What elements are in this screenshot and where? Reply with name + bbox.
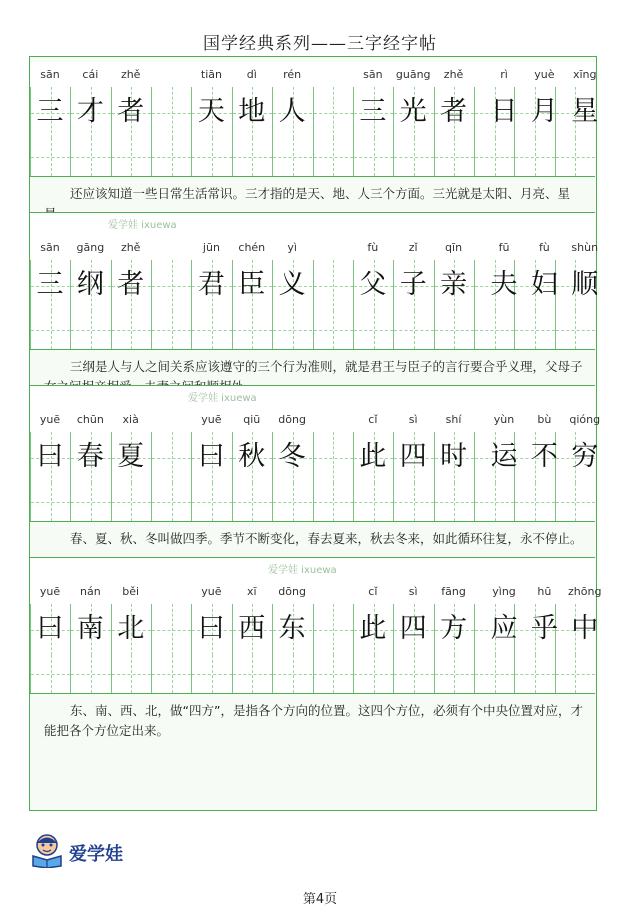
pinyin-label: rì: [500, 68, 508, 81]
hanzi-character: 光: [399, 96, 427, 127]
hanzi-character: 冬: [278, 441, 306, 472]
pinyin-label: cái: [82, 68, 99, 81]
watermark: 爱学娃 ixuewa: [188, 393, 257, 404]
practice-cell: [514, 655, 554, 693]
pinyin-label: dōng: [278, 413, 306, 426]
hanzi-character: 顺: [571, 269, 599, 300]
pinyin-label: zhōng: [568, 585, 602, 598]
practice-cell: [272, 138, 312, 176]
separator-band: [30, 212, 595, 236]
hanzi-character: 四: [399, 613, 427, 644]
hanzi-character: 父: [359, 269, 387, 300]
hanzi-character: 此: [359, 441, 387, 472]
hanzi-character: 应: [490, 613, 518, 644]
verse-block: [30, 62, 599, 237]
pinyin-row: [30, 235, 599, 261]
hanzi-character: 义: [278, 269, 306, 300]
pinyin-label: guāng: [395, 68, 431, 81]
watermark: 爱学娃 ixuewa: [108, 220, 177, 231]
hanzi-character: 三: [36, 269, 64, 300]
pinyin-label: bù: [537, 413, 552, 426]
tian-grid-cell: [313, 432, 353, 483]
pinyin-label: fù: [367, 241, 379, 254]
hanzi-character: 者: [440, 96, 468, 127]
pinyin-label: chén: [238, 241, 266, 254]
pinyin-label: yuē: [39, 413, 61, 426]
hanzi-character: 天: [197, 96, 225, 127]
practice-grid-row: [30, 138, 595, 177]
pinyin-label: qīn: [445, 241, 463, 254]
hanzi-character: 四: [399, 441, 427, 472]
hanzi-character: 夏: [117, 441, 145, 472]
pinyin-label: nán: [80, 585, 101, 598]
practice-cell: [70, 655, 110, 693]
practice-cell: [151, 483, 191, 521]
practice-cell: [353, 483, 393, 521]
pinyin-label: rén: [283, 68, 302, 81]
hanzi-character: 南: [76, 613, 104, 644]
practice-cell: [30, 483, 70, 521]
hanzi-character: 君: [197, 269, 225, 300]
character-row: [30, 432, 599, 484]
hanzi-character: 乎: [530, 613, 558, 644]
pinyin-label: tiān: [200, 68, 222, 81]
hanzi-character: 曰: [36, 441, 64, 472]
practice-cell: [232, 655, 272, 693]
verse-block: [30, 235, 599, 410]
practice-cell: [272, 483, 312, 521]
practice-cell: [70, 138, 110, 176]
hanzi-character: 运: [490, 441, 518, 472]
hanzi-character: 中: [571, 613, 599, 644]
practice-cell: [313, 311, 353, 349]
pinyin-label: chūn: [76, 413, 104, 426]
pinyin-label: hū: [537, 585, 552, 598]
practice-cell: [474, 138, 514, 176]
hanzi-character: 曰: [197, 441, 225, 472]
separator-band: [30, 557, 595, 581]
practice-cell: [111, 655, 151, 693]
hanzi-character: 才: [76, 96, 104, 127]
pinyin-label: yìng: [492, 585, 516, 598]
practice-cell: [434, 655, 474, 693]
practice-cell: [514, 483, 554, 521]
verse-explanation: 还应该知道一些日常生活常识。三才指的是天、地、人三个方面。三光就是太阳、月亮、星: [70, 186, 571, 201]
pinyin-label: xià: [122, 413, 139, 426]
practice-cell: [313, 483, 353, 521]
hanzi-character: 日: [490, 96, 518, 127]
pinyin-label: shùn: [571, 241, 599, 254]
hanzi-character: 西: [238, 613, 266, 644]
practice-grid-row: [30, 311, 595, 350]
practice-cell: [191, 138, 231, 176]
hanzi-character: 时: [440, 441, 468, 472]
practice-cell: [313, 138, 353, 176]
page-title: 国学经典系列——三字经字帖: [203, 34, 437, 54]
practice-cell: [151, 655, 191, 693]
practice-cell: [272, 311, 312, 349]
practice-cell: [151, 138, 191, 176]
practice-cell: [393, 311, 433, 349]
practice-cell: [434, 138, 474, 176]
pinyin-label: qióng: [569, 413, 601, 426]
pinyin-label: cǐ: [368, 413, 378, 426]
practice-cell: [434, 483, 474, 521]
pinyin-label: fū: [498, 241, 510, 254]
practice-cell: [111, 311, 151, 349]
practice-cell: [393, 138, 433, 176]
hanzi-character: 子: [399, 269, 427, 300]
pinyin-label: zhě: [443, 68, 464, 81]
practice-cell: [353, 311, 393, 349]
pinyin-label: yuē: [201, 585, 222, 598]
pinyin-label: zhě: [120, 241, 141, 254]
pinyin-label: zhě: [120, 68, 141, 81]
pinyin-label: sān: [363, 68, 383, 81]
practice-cell: [514, 138, 554, 176]
tian-grid-cell: [313, 87, 353, 138]
practice-cell: [191, 311, 231, 349]
pinyin-label: fāng: [441, 585, 466, 598]
verse-explanation: 三纲是人与人之间关系应该遵守的三个行为准则，就是君王与臣子的言行要合乎义理，父母子: [70, 359, 583, 374]
pinyin-label: yuè: [534, 68, 555, 81]
pinyin-label: xīng: [572, 68, 597, 81]
practice-cell: [474, 655, 514, 693]
pinyin-label: sān: [40, 241, 60, 254]
practice-cell: [434, 311, 474, 349]
pinyin-label: zǐ: [408, 241, 418, 254]
brand-name: 爱学娃: [69, 844, 123, 865]
watermark: 爱学娃 ixuewa: [268, 565, 337, 576]
practice-cell: [111, 138, 151, 176]
pinyin-label: qiū: [243, 413, 261, 426]
tian-grid-cell: [151, 432, 191, 483]
character-row: [30, 604, 599, 656]
hanzi-character: 者: [117, 96, 145, 127]
hanzi-character: 此: [359, 613, 387, 644]
pinyin-label: běi: [122, 585, 140, 598]
practice-cell: [555, 655, 595, 693]
hanzi-character: 春: [76, 441, 104, 472]
hanzi-character: 东: [278, 613, 306, 644]
hanzi-character: 三: [359, 96, 387, 127]
copybook-sheet: [29, 56, 602, 811]
pinyin-label: yuē: [39, 585, 61, 598]
hanzi-character: 妇: [530, 269, 558, 300]
practice-cell: [514, 311, 554, 349]
kid-reading-icon: [29, 832, 65, 868]
practice-cell: [70, 311, 110, 349]
pinyin-label: sì: [408, 413, 418, 426]
tian-grid-cell: [151, 87, 191, 138]
practice-cell: [191, 655, 231, 693]
tian-grid-cell: [313, 260, 353, 311]
pinyin-label: yuē: [201, 413, 222, 426]
practice-cell: [30, 311, 70, 349]
pinyin-label: shí: [445, 413, 462, 426]
hanzi-character: 秋: [238, 441, 266, 472]
pinyin-label: sān: [40, 68, 60, 81]
verse-explanation: 东、南、西、北，做“四方”，是指各个方向的位置。这四个方位，必须有个中央位置对应，才能把各个方位定出来。: [44, 703, 583, 738]
practice-cell: [70, 483, 110, 521]
hanzi-character: 臣: [238, 269, 266, 300]
practice-cell: [555, 483, 595, 521]
character-row: [30, 87, 599, 139]
practice-cell: [393, 483, 433, 521]
practice-grid-row: [30, 655, 595, 694]
tian-grid-cell: [151, 260, 191, 311]
pinyin-row: [30, 62, 595, 88]
pinyin-label: sì: [408, 585, 418, 598]
pinyin-label: yì: [287, 241, 297, 254]
practice-cell: [151, 311, 191, 349]
practice-cell: [474, 483, 514, 521]
practice-cell: [111, 483, 151, 521]
tian-grid-cell: [151, 604, 191, 655]
pinyin-label: gāng: [76, 241, 105, 254]
brand-logo: [29, 832, 139, 868]
hanzi-character: 者: [117, 269, 145, 300]
practice-cell: [353, 138, 393, 176]
pinyin-label: cǐ: [368, 585, 378, 598]
practice-cell: [474, 311, 514, 349]
hanzi-character: 不: [530, 441, 558, 472]
verse-explanation: 春、夏、秋、冬叫做四季。季节不断变化，春去夏来，秋去冬来，如此循环往复，永不停止。: [70, 531, 583, 546]
practice-cell: [232, 138, 272, 176]
practice-cell: [393, 655, 433, 693]
hanzi-character: 月: [530, 96, 558, 127]
page-number: 第4页: [302, 892, 338, 907]
pinyin-label: xī: [246, 585, 257, 598]
hanzi-character: 北: [117, 613, 145, 644]
character-row: [30, 260, 599, 312]
hanzi-character: 夫: [490, 269, 518, 300]
tian-grid-cell: [313, 604, 353, 655]
pinyin-label: dōng: [278, 585, 306, 598]
practice-cell: [232, 311, 272, 349]
hanzi-character: 人: [278, 96, 306, 127]
verse-block: [30, 579, 602, 754]
hanzi-character: 曰: [197, 613, 225, 644]
practice-cell: [191, 483, 231, 521]
hanzi-character: 三: [36, 96, 64, 127]
hanzi-character: 方: [440, 613, 468, 644]
hanzi-character: 地: [238, 96, 266, 127]
practice-cell: [555, 138, 595, 176]
hanzi-character: 穷: [571, 441, 599, 472]
hanzi-character: 亲: [440, 269, 468, 300]
hanzi-character: 星: [571, 96, 599, 127]
practice-cell: [353, 655, 393, 693]
pinyin-label: jūn: [202, 241, 220, 254]
pinyin-label: dì: [246, 68, 257, 81]
pinyin-label: yùn: [493, 413, 515, 426]
practice-cell: [30, 138, 70, 176]
practice-cell: [232, 483, 272, 521]
practice-cell: [313, 655, 353, 693]
practice-cell: [555, 311, 595, 349]
practice-grid-row: [30, 483, 595, 522]
practice-cell: [30, 655, 70, 693]
verse-block: [30, 407, 601, 582]
hanzi-character: 纲: [76, 269, 104, 300]
pinyin-row: [30, 579, 602, 605]
hanzi-character: 曰: [36, 613, 64, 644]
practice-cell: [272, 655, 312, 693]
pinyin-row: [30, 407, 601, 433]
separator-band: [30, 385, 595, 409]
pinyin-label: fù: [538, 241, 550, 254]
